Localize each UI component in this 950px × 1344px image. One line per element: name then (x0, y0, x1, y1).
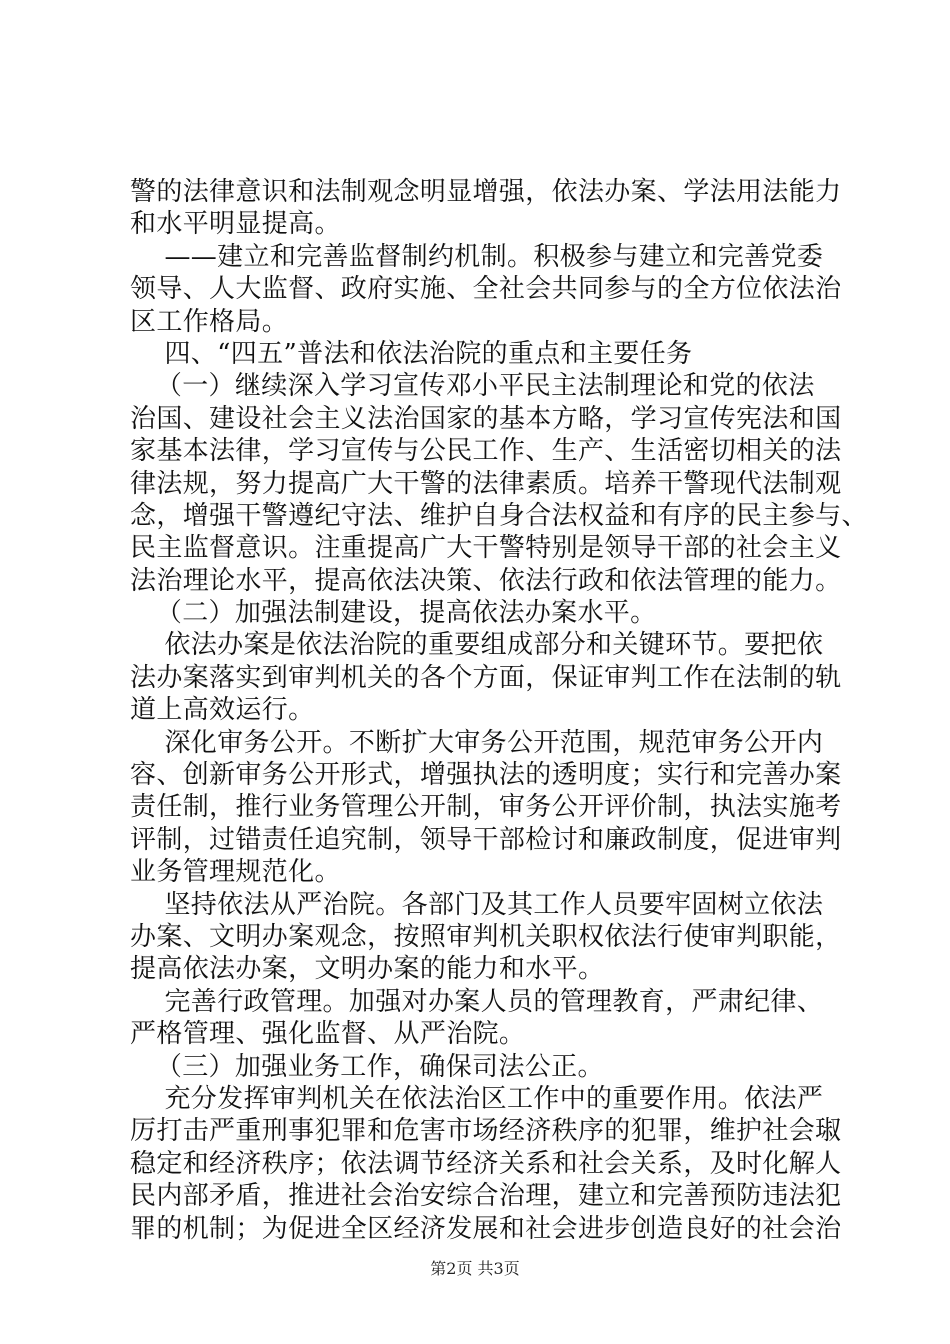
text-line: 办案、文明办案观念，按照审判机关职权依法行使审判职能， (130, 921, 842, 952)
text-line: 民主监督意识。注重提高广大干警特别是领导干部的社会主义 (130, 533, 842, 564)
text-line: 依法办案是依法治院的重要组成部分和关键环节。要把依 (130, 630, 824, 661)
text-line: 区工作格局。 (130, 306, 289, 337)
text-line: 厉打击严重刑事犯罪和危害市场经济秩序的犯罪，维护社会琡 (130, 1116, 842, 1147)
text-line: （一）继续深入学习宣传邓小平民主法制理论和党的依法 (130, 371, 815, 402)
text-line: 法办案落实到审判机关的各个方面，保证审判工作在法制的轨 (130, 662, 842, 693)
text-line: 提高依法办案，文明办案的能力和水平。 (130, 954, 605, 985)
text-line: 警的法律意识和法制观念明显增强，依法办案、学法用法能力 (130, 177, 842, 207)
text-line: 容、创新审务公开形式，增强执法的透明度；实行和完善办案 (130, 760, 842, 791)
text-line: 和水平明显提高。 (130, 209, 341, 240)
text-line: ——建立和完善监督制约机制。积极参与建立和完善党委 (130, 241, 824, 272)
text-line: 治国、建设社会主义法治国家的基本方略，学习宣传宪法和国 (130, 403, 842, 434)
text-line: 业务管理规范化。 (130, 857, 341, 888)
text-line: 充分发挥审判机关在依法治区工作中的重要作用。依法严 (130, 1083, 824, 1114)
text-line: 完善行政管理。加强对办案人员的管理教育，严肃纪律、 (130, 986, 824, 1017)
text-line: 深化审务公开。不断扩大审务公开范围，规范审务公开内 (130, 727, 824, 758)
text-line: 责任制，推行业务管理公开制，审务公开评价制，执法实施考 (130, 792, 842, 823)
body-text (130, 176, 868, 1245)
text-line: 律法规，努力提高广大干警的法律素质。培养干警现代法制观 (130, 468, 842, 499)
section-heading: 四、“四五”普法和依法治院的重点和主要任务 (130, 338, 693, 369)
page-number-footer: 第2页 共3页 (430, 1259, 520, 1278)
text-line: 家基本法律，学习宣传与公民工作、生产、生活密切相关的法 (130, 436, 842, 467)
text-line: 念，增强干警遵纪守法、维护自身合法权益和有序的民主参与、 (130, 500, 868, 531)
text-line: 罪的机制；为促进全区经济发展和社会进步创造良好的社会治 (130, 1213, 842, 1244)
text-line: 坚持依法从严治院。各部门及其工作人员要牢固树立依法 (130, 889, 824, 920)
subsection-heading: （三）加强业务工作，确保司法公正。 (130, 1051, 604, 1082)
text-line: 民内部矛盾，推进社会治安综合治理，建立和完善预防违法犯 (130, 1181, 842, 1212)
text-line: 评制，过错责任追究制，领导干部检讨和廉政制度，促进审判 (130, 824, 842, 855)
text-line: 严格管理、强化监督、从严治院。 (130, 1019, 526, 1050)
subsection-heading: （二）加强法制建设，提高依法办案水平。 (130, 598, 657, 629)
text-line: 稳定和经济秩序；依法调节经济关系和社会关系，及时化解人 (130, 1148, 842, 1179)
text-line: 法治理论水平，提高依法决策、依法行政和依法管理的能力。 (130, 565, 842, 596)
text-line: 领导、人大监督、政府实施、全社会共同参与的全方位依法治 (130, 274, 842, 305)
text-line: 道上高效运行。 (130, 695, 315, 726)
